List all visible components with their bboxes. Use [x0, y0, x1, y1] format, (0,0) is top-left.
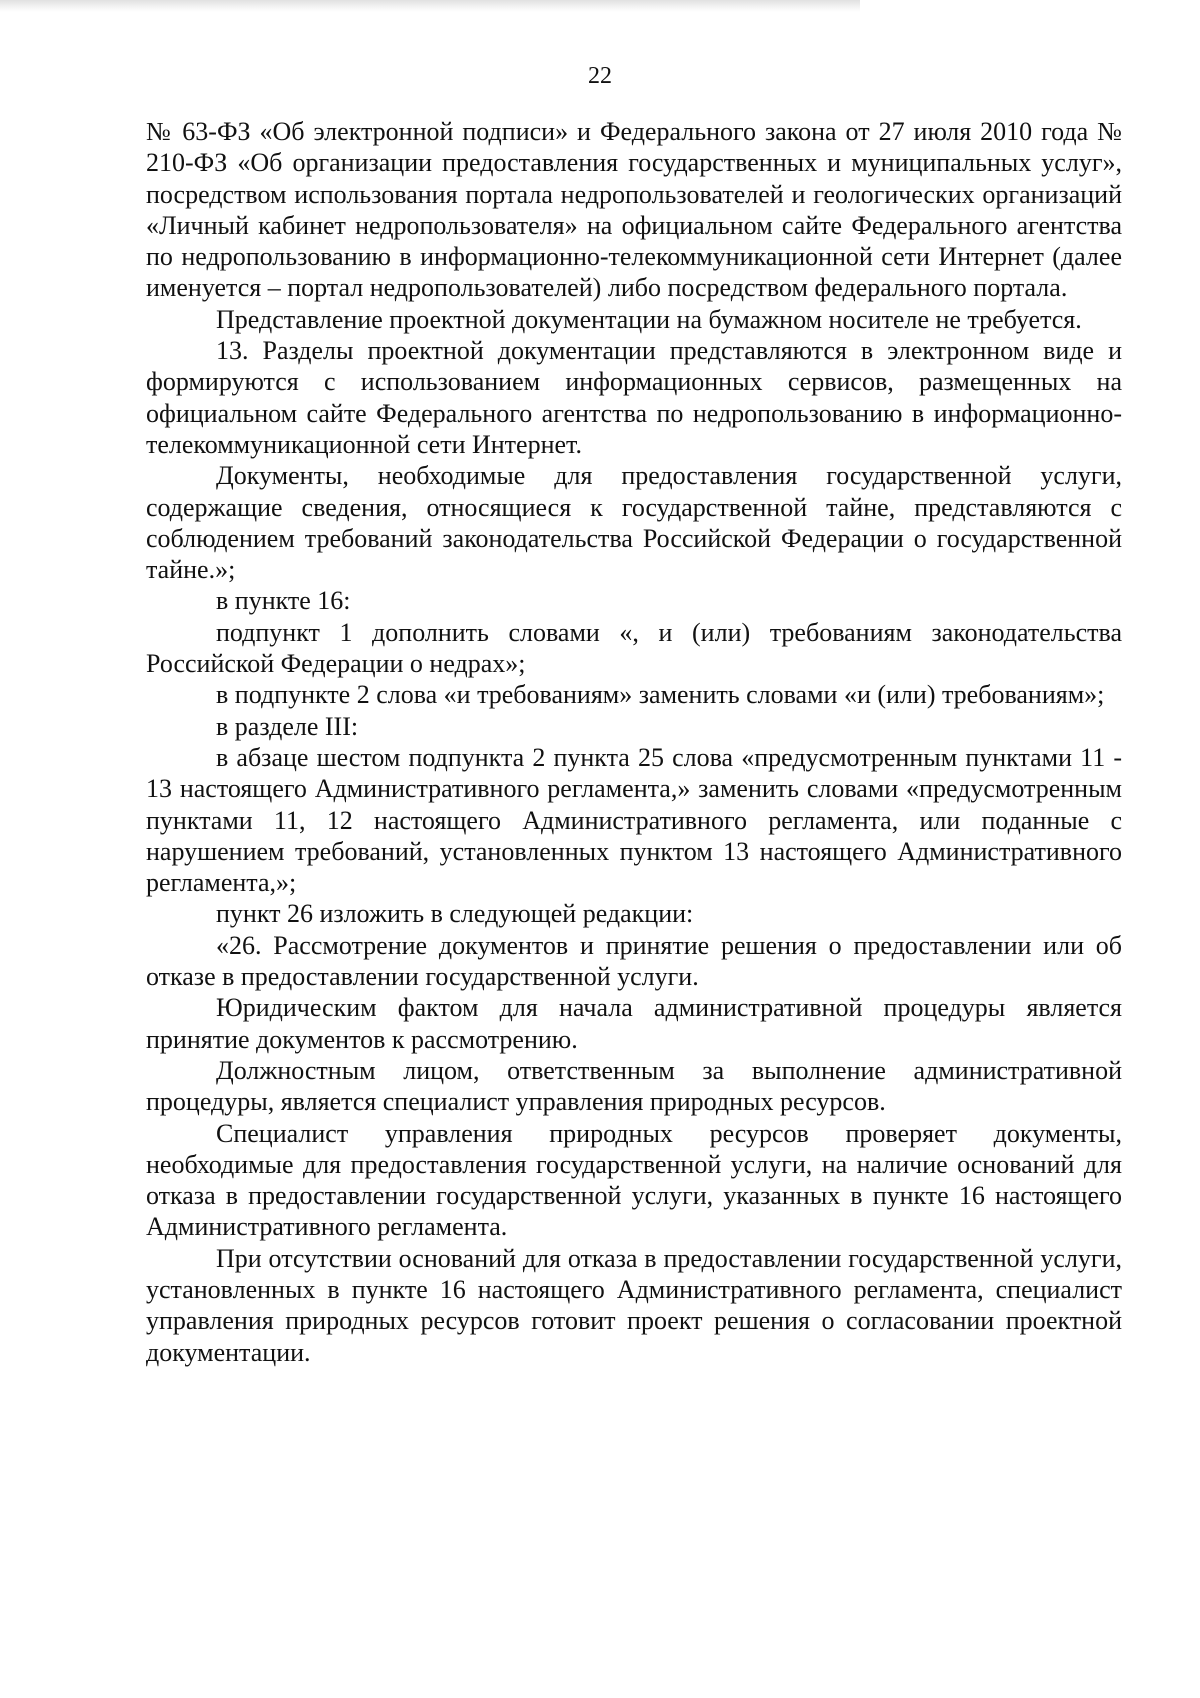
paragraph-item-26-intro: пункт 26 изложить в следующей редакции: [216, 899, 694, 929]
paragraph-no-refusal-grounds: При отсутствии оснований для отказа в предоставлении государственной услуги, установленных в пункте 16 настоящего Административного регламента, специалист управления природных ресурсов готовит проект решения о согласовании проектной документации. [146, 1243, 1122, 1367]
paragraph-section-3: в разделе III: [216, 711, 359, 741]
paragraph-state-secret: Документы, необходимые для предоставления государственной услуги, содержащие сведения, относящиеся к государственной тайне, представляются с соблюдением требований законодательства Российской Федерации о государственной тайне.»; [146, 461, 1122, 585]
paragraph-in-item-16: в пункте 16: [216, 586, 351, 616]
paragraph-legal-fact: Юридическим фактом для начала административной процедуры является принятие документов к рассмотрению. [146, 993, 1122, 1054]
paragraph-paper-not-required: Представление проектной документации на бумажном носителе не требуется. [216, 304, 1082, 334]
paragraph-item-25-amendment: в абзаце шестом подпункта 2 пункта 25 слова «предусмотренным пунктами 11 - 13 настоящего Административного регламента,» заменить словами «предусмотренным пунктами 11, 12 настоящего Административного регламента, или поданные с нарушением требований, установленных пунктом 13 настоящего Административного регламента,»; [146, 742, 1122, 898]
paragraph-item-26-title: «26. Рассмотрение документов и принятие решения о предоставлении или об отказе в предоставлении государственной услуги. [146, 930, 1122, 992]
paragraph-continuation: № 63-ФЗ «Об электронной подписи» и Федерального закона от 27 июля 2010 года № 210-ФЗ «Об организации предоставления государственных и муниципальных услуг», посредством использования портала недропользователей и геологических организаций «Личный кабинет недропользователя» на официальном сайте Федерального агентства по недропользованию в информационно-телекоммуникационной сети Интернет (далее именуется – портал недропользователей) либо посредством федерального портала. [146, 117, 1122, 303]
page-number: 22 [588, 63, 612, 89]
document-body [146, 116, 1122, 1368]
paragraph-subitem-2: в подпункте 2 слова «и требованиям» заменить словами «и (или) требованиям»; [216, 680, 1105, 710]
scan-edge-shadow [0, 0, 860, 12]
paragraph-responsible-official: Должностным лицом, ответственным за выполнение административной процедуры, является специалист управления природных ресурсов. [146, 1055, 1122, 1117]
paragraph-specialist-check: Специалист управления природных ресурсов проверяет документы, необходимые для предоставления государственной услуги, на наличие оснований для отказа в предоставлении государственной услуги, указанных в пункте 16 настоящего Административного регламента. [146, 1118, 1122, 1242]
paragraph-subitem-1: подпункт 1 дополнить словами «, и (или) требованиям законодательства Российской Федерации о недрах»; [146, 617, 1122, 679]
paragraph-item-13: 13. Разделы проектной документации представляются в электронном виде и формируются с использованием информационных сервисов, размещенных на официальном сайте Федерального агентства по недропользованию в информационно-телекоммуникационной сети Интернет. [146, 336, 1122, 459]
